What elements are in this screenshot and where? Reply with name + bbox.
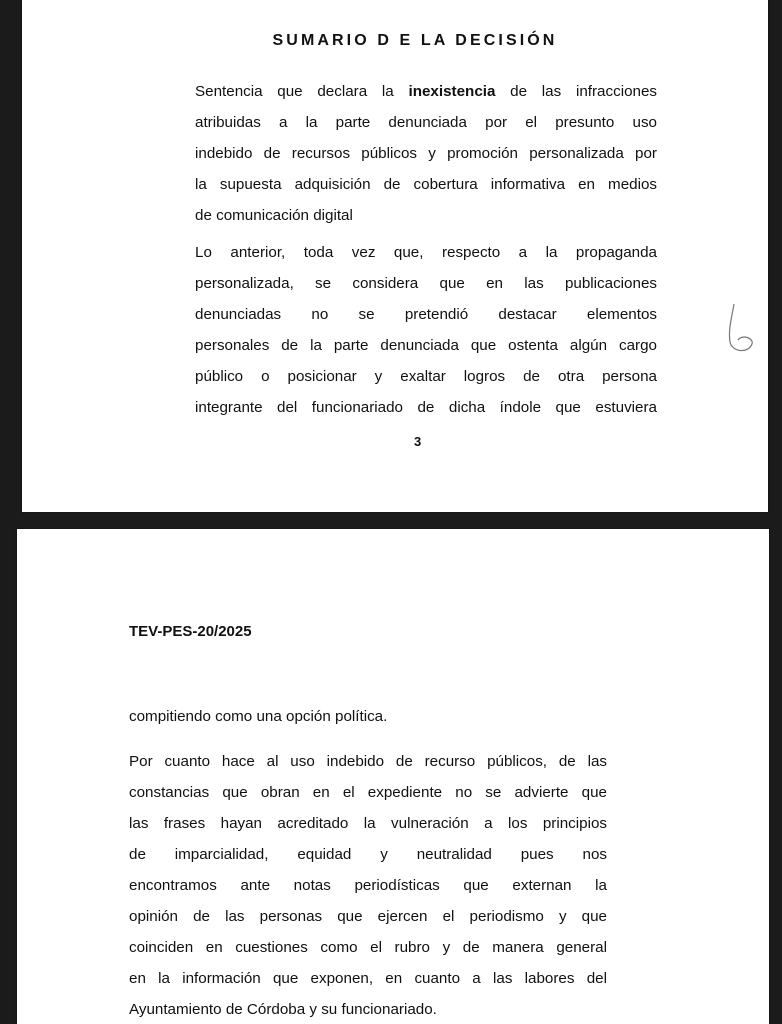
- text-run: Sentencia que declara la: [195, 83, 409, 100]
- paragraph-line: compitiendo como una opción política.: [129, 708, 388, 725]
- paragraph-line: Ayuntamiento de Córdoba y su funcionariado.: [129, 1001, 437, 1018]
- summary-paragraph-2: [195, 237, 657, 423]
- paragraph-line: en la información que exponen, en cuanto a las labores del: [129, 970, 607, 987]
- paragraph-line: opinión de las personas que ejercen el periodismo y que: [129, 908, 607, 925]
- bold-term: inexistencia: [408, 83, 496, 100]
- case-id: TEV-PES-20/2025: [129, 623, 252, 640]
- paragraph-line: personalizada, se considera que en las publicaciones: [195, 275, 657, 292]
- paragraph-line: coinciden en cuestiones como el rubro y de manera general: [129, 939, 607, 956]
- page-number: 3: [414, 434, 422, 449]
- paragraph-line: indebido de recursos públicos y promoción personalizada por: [195, 145, 657, 162]
- paragraph-line: constancias que obran en el expediente no se advierte que: [129, 784, 607, 801]
- paragraph-line: Lo anterior, toda vez que, respecto a la propaganda: [195, 244, 657, 261]
- paragraph-line: la supuesta adquisición de cobertura informativa en medios: [195, 176, 657, 193]
- paragraph-line: atribuidas a la parte denunciada por el presunto uso: [195, 114, 657, 131]
- text-run: de las infracciones: [495, 83, 657, 100]
- decision-summary-heading: SUMARIO D E LA DECISIÓN: [272, 32, 558, 49]
- paragraph-line: las frases hayan acreditado la vulneración a los principios: [129, 815, 607, 832]
- paragraph-line: de comunicación digital: [195, 207, 353, 224]
- paragraph-line: público o posicionar y exaltar logros de otra persona: [195, 368, 657, 385]
- handwritten-mark: [722, 300, 762, 365]
- paragraph-line: de imparcialidad, equidad y neutralidad pues nos: [129, 846, 607, 863]
- continuation-paragraph-1: [129, 701, 607, 732]
- paragraph-line: encontramos ante notas periodísticas que externan la: [129, 877, 607, 894]
- paragraph-line: integrante del funcionariado de dicha índole que estuviera: [195, 399, 657, 416]
- paragraph-line: Por cuanto hace al uso indebido de recurso públicos, de las: [129, 753, 607, 770]
- continuation-paragraph-2: [129, 746, 607, 1024]
- paragraph-line: personales de la parte denunciada que ostenta algún cargo: [195, 337, 657, 354]
- paragraph-line: denunciadas no se pretendió destacar elementos: [195, 306, 657, 323]
- paragraph-line: [195, 76, 657, 107]
- summary-paragraph-1: [195, 76, 657, 231]
- document-page-bottom: [17, 529, 769, 1024]
- document-page-top: [22, 0, 768, 512]
- handwritten-mark-icon: [722, 300, 762, 360]
